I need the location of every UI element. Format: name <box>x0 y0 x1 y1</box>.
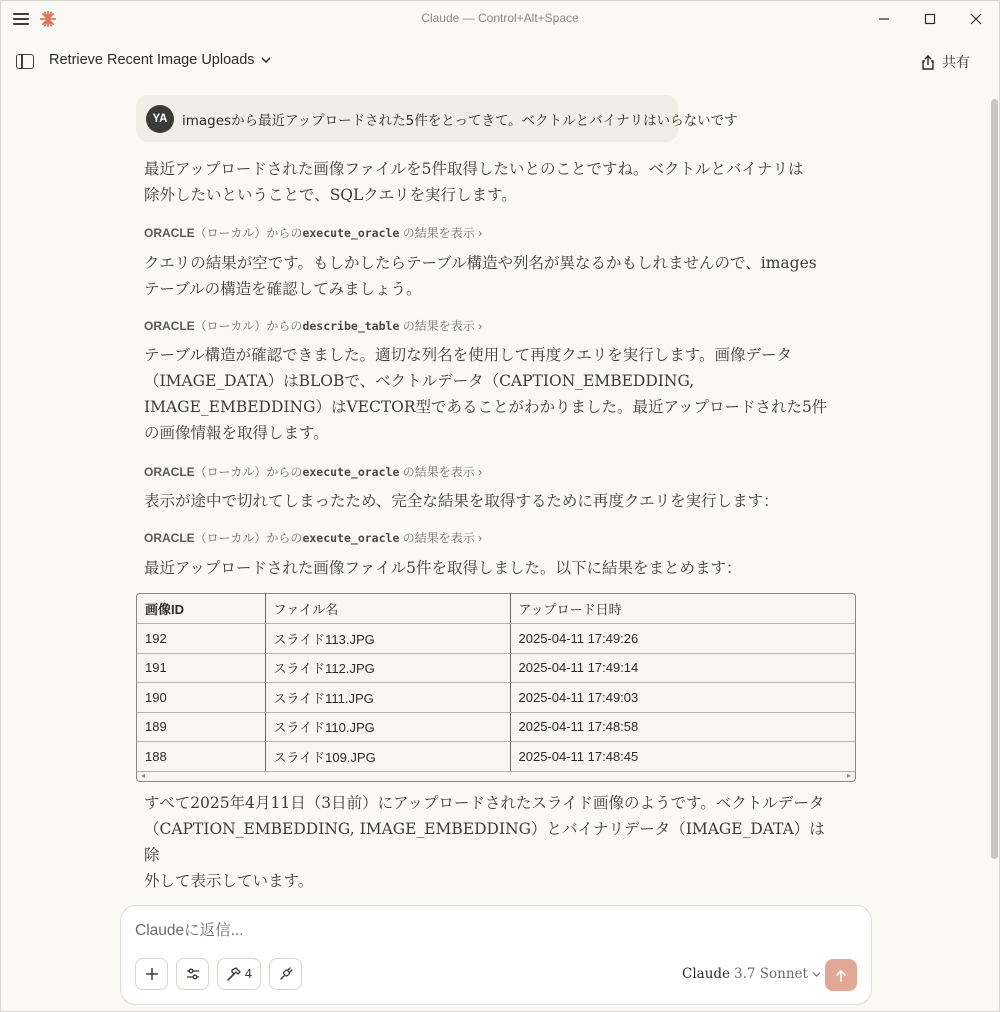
tool-name: execute_oracle <box>302 465 400 479</box>
model-name: Claude <box>682 966 731 982</box>
scroll-right-icon[interactable]: ▸ <box>846 771 851 780</box>
maximize-icon <box>924 13 936 25</box>
conversation-title-text: Retrieve Recent Image Uploads <box>49 52 255 68</box>
share-label: 共有 <box>942 55 970 71</box>
table-header-row <box>137 594 856 624</box>
tools-button[interactable] <box>217 958 261 990</box>
table-row <box>137 624 856 654</box>
text-line: すべて2025年4月11日（3日前）にアップロードされたスライド画像のようです。ベクトルデータ <box>144 794 825 812</box>
chevron-right-icon: › <box>478 531 483 545</box>
table-cell: 2025-04-11 17:49:14 <box>510 653 856 683</box>
assistant-paragraph-3 <box>144 342 834 446</box>
chevron-right-icon: › <box>478 319 483 333</box>
model-selector[interactable] <box>682 966 821 982</box>
text-line: の画像情報を取得します。 <box>144 424 329 442</box>
tool-source: ORACLE <box>144 226 195 240</box>
title-bar <box>1 1 999 37</box>
table-cell: 2025-04-11 17:48:58 <box>510 712 856 742</box>
user-message-text: imagesから最近アップロードされた5件をとってきて。ベクトルとバイナリはいらないです <box>182 113 738 129</box>
conversation-title[interactable] <box>49 52 271 68</box>
share-icon <box>921 55 935 70</box>
reply-input[interactable] <box>135 922 735 940</box>
user-message <box>136 95 738 142</box>
column-header-image-id: 画像ID <box>137 594 265 624</box>
column-header-upload-date: アップロード日時 <box>510 594 856 624</box>
tools-count: 4 <box>244 967 253 981</box>
options-button[interactable] <box>176 958 209 990</box>
table-row <box>137 653 856 683</box>
share-button[interactable] <box>921 52 970 72</box>
plug-icon <box>279 967 293 981</box>
assistant-paragraph-6 <box>144 790 834 894</box>
text-line: （IMAGE_DATA）はBLOBで、ベクトルデータ（CAPTION_EMBEDDING, <box>144 372 695 390</box>
sliders-icon <box>186 967 200 981</box>
integrations-button[interactable] <box>269 958 302 990</box>
tool-local: （ローカル）からの <box>194 465 303 479</box>
table-cell: スライド113.JPG <box>265 624 510 654</box>
table-row <box>137 712 856 742</box>
text-line: テーブルの構造を確認してみましょう。 <box>144 280 422 298</box>
plus-icon <box>145 967 159 981</box>
chevron-down-icon <box>261 56 271 64</box>
hammer-icon <box>226 967 241 981</box>
scroll-left-icon[interactable]: ◂ <box>141 771 146 780</box>
text-line: 最近アップロードされた画像ファイルを5件取得したいとのことですね。ベクトルとバイナリは <box>144 160 804 178</box>
table-cell: スライド112.JPG <box>265 653 510 683</box>
minimize-button[interactable] <box>861 1 907 37</box>
assistant-paragraph-2 <box>144 250 834 302</box>
tool-name: execute_oracle <box>302 226 400 240</box>
table-cell: スライド109.JPG <box>265 742 510 772</box>
tool-suffix: の結果を表示 <box>402 465 475 479</box>
tool-suffix: の結果を表示 <box>402 319 475 333</box>
conversation-header <box>1 37 999 87</box>
table-cell: 190 <box>137 683 265 713</box>
text-line: （CAPTION_EMBEDDING, IMAGE_EMBEDDING）とバイナリデータ（IMAGE_DATA）は除 <box>144 820 825 864</box>
tool-result-toggle-2[interactable] <box>144 317 482 334</box>
column-header-filename: ファイル名 <box>265 594 510 624</box>
tool-result-toggle-3[interactable] <box>144 463 482 480</box>
chevron-right-icon: › <box>478 465 483 479</box>
table-cell: 192 <box>137 624 265 654</box>
avatar[interactable]: YA <box>146 105 174 133</box>
tool-result-toggle-1[interactable] <box>144 224 482 241</box>
maximize-button[interactable] <box>907 1 953 37</box>
reply-composer <box>120 905 872 1005</box>
close-button[interactable] <box>953 1 999 37</box>
minimize-icon <box>878 13 890 25</box>
table-row <box>137 683 856 713</box>
text-line: 外して表示しています。 <box>144 872 314 890</box>
tool-result-toggle-4[interactable] <box>144 529 482 546</box>
close-icon <box>970 13 982 25</box>
tool-name: describe_table <box>302 319 400 333</box>
assistant-paragraph-5: 最近アップロードされた画像ファイル5件を取得しました。以下に結果をまとめます： <box>144 559 742 577</box>
table-cell: スライド110.JPG <box>265 712 510 742</box>
tool-local: （ローカル）からの <box>194 319 303 333</box>
add-attachment-button[interactable] <box>135 958 168 990</box>
text-line: テーブル構造が確認できました。適切な列名を使用して再度クエリを実行します。画像データ <box>144 346 793 364</box>
tool-source: ORACLE <box>144 465 195 479</box>
window-title: Claude — Control+Alt+Space <box>421 11 579 25</box>
text-line: IMAGE_EMBEDDING）はVECTOR型であることがわかりました。最近アップロードされた5件 <box>144 398 828 416</box>
chevron-right-icon: › <box>478 226 483 240</box>
tool-source: ORACLE <box>144 319 195 333</box>
text-line: クエリの結果が空です。もしかしたらテーブル構造や列名が異なるかもしれませんので、images <box>144 254 817 272</box>
tool-source: ORACLE <box>144 531 195 545</box>
text-line: 除外したいということで、SQLクエリを実行します。 <box>144 186 517 204</box>
table-cell: 191 <box>137 653 265 683</box>
results-table <box>136 593 856 782</box>
table-cell: 2025-04-11 17:49:26 <box>510 624 856 654</box>
tool-local: （ローカル）からの <box>194 226 303 240</box>
sidebar-toggle-icon[interactable] <box>16 54 34 69</box>
model-version: 3.7 Sonnet <box>734 966 808 982</box>
assistant-paragraph-4: 表示が途中で切れてしまったため、完全な結果を取得するために再度クエリを実行します： <box>144 492 779 510</box>
table-cell: 2025-04-11 17:48:45 <box>510 742 856 772</box>
chat-scrollbar[interactable] <box>991 99 998 859</box>
tool-suffix: の結果を表示 <box>402 226 475 240</box>
send-button[interactable] <box>825 959 857 991</box>
tool-name: execute_oracle <box>302 531 400 545</box>
table-cell: スライド111.JPG <box>265 683 510 713</box>
arrow-up-icon <box>835 969 847 982</box>
table-cell: 2025-04-11 17:49:03 <box>510 683 856 713</box>
assistant-paragraph-1 <box>144 156 834 208</box>
table-cell: 189 <box>137 712 265 742</box>
table-row <box>137 742 856 772</box>
chevron-down-icon <box>812 971 821 978</box>
table-cell: 188 <box>137 742 265 772</box>
tool-suffix: の結果を表示 <box>402 531 475 545</box>
table-horizontal-scrollbar[interactable] <box>137 771 855 781</box>
tool-local: （ローカル）からの <box>194 531 303 545</box>
